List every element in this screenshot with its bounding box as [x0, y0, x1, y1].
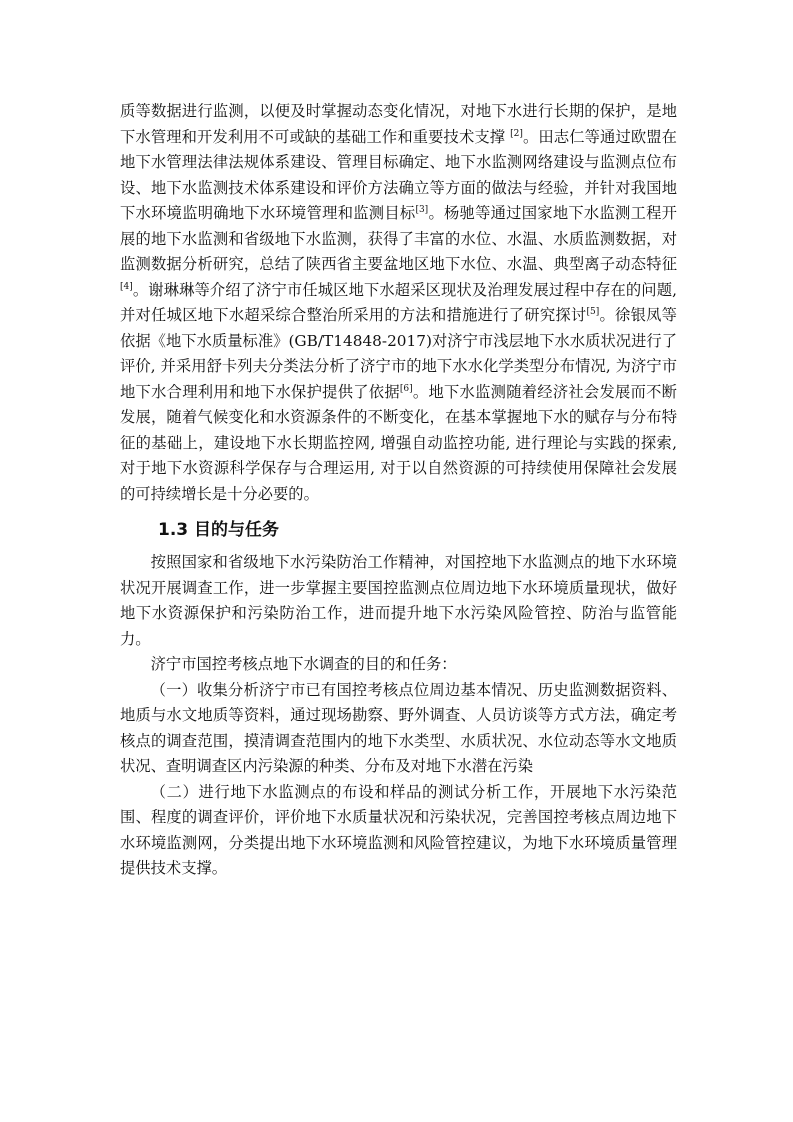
- paragraph-1-part-d: 。谢琳琳等介绍了济宁市任城区地下水超采区现状及治理发展过程中存在的问题, 并对任城区地下水超采综合整治所采用的方法和措施进行了研究探讨: [120, 280, 677, 324]
- body-text-upper: [120, 99, 677, 507]
- section-heading: 1.3 目的与任务: [158, 520, 280, 540]
- citation-5: [5]: [586, 306, 600, 317]
- paragraph-1-part-a: 质等数据进行监测，以便及时掌握动态变化情况，对地下水进行长期的保护，是地下水管理和开发利用不可或缺的基础工作和重要技术支撑: [120, 102, 677, 146]
- paragraph-1-part-e: 。徐银凤等依据《地下水质量标准》(GB/T14848-2017)对济宁市浅层地下水水质状况进行了评价, 并采用舒卡列夫分类法分析了济宁市的地下水水化学类型分布情况, 为济宁市地下水合理利用和地下水保护提供了依据: [120, 306, 677, 401]
- citation-4: [4]: [120, 281, 133, 292]
- citation-3: [3]: [415, 204, 429, 215]
- paragraph-task-one: （一）收集分析济宁市已有国控考核点位周边基本情况、历史监测数据资料、地质与水文地质等资料，通过现场勘察、野外调查、人员访谈等方式方法，确定考核点的调查范围，摸清调查范围内的地下水类型、水质状况、水位动态等水文地质状况、查明调查区内污染源的种类、分布及对地下水潜在污染: [120, 680, 677, 775]
- paragraph-tasks-lead: 济宁市国控考核点地下水调查的目的和任务：: [150, 655, 457, 673]
- paragraph-objectives-intro: 按照国家和省级地下水污染防治工作精神，对国控地下水监测点的地下水环境状况开展调查工作，进一步掌握主要国控监测点位周边地下水环境质量现状，做好地下水资源保护和污染防治工作，进而提升地下水污染风险管控、防治与监管能力。: [120, 553, 677, 648]
- paragraph-1-part-b: 。田志仁等通过欧盟在地下水管理法律法规体系建设、管理目标确定、地下水监测网络建设与监测点位布设、地下水监测技术体系建设和评价方法确立等方面的做法与经验，并针对我国地下水环境监明确地下水环境管理和监测目标: [120, 127, 677, 222]
- citation-6: [6]: [399, 383, 413, 394]
- paragraph-1-part-c: 。杨驰等通过国家地下水监测工程开展的地下水监测和省级地下水监测，获得了丰富的水位、水温、水质监测数据，对监测数据分析研究，总结了陕西省主要盆地区地下水位、水温、典型离子动态特征: [120, 204, 677, 273]
- paragraph-literature-review: [120, 99, 677, 507]
- paragraph-1-part-f: 。地下水监测随着经济社会发展而不断发展，随着气候变化和水资源条件的不断变化，在基本掌握地下水的赋存与分布特征的基础上，建设地下水长期监控网, 增强自动监控功能, 进行理论与实践的探索, 对于地下水资源科学保存与合理运用, 对于以自然资源的可持续使用保障社会发展的可持续增长是十分必要的。: [120, 382, 677, 503]
- citation-2: [2]: [510, 128, 523, 139]
- body-text-lower: [120, 550, 677, 882]
- paragraph-task-two: （二）进行地下水监测点的布设和样品的测试分析工作，开展地下水污染范围、程度的调查评价，评价地下水质量状况和污染状况，完善国控考核点周边地下水环境监测网，分类提出地下水环境监测和风险管控建议，为地下水环境质量管理提供技术支撑。: [120, 782, 677, 877]
